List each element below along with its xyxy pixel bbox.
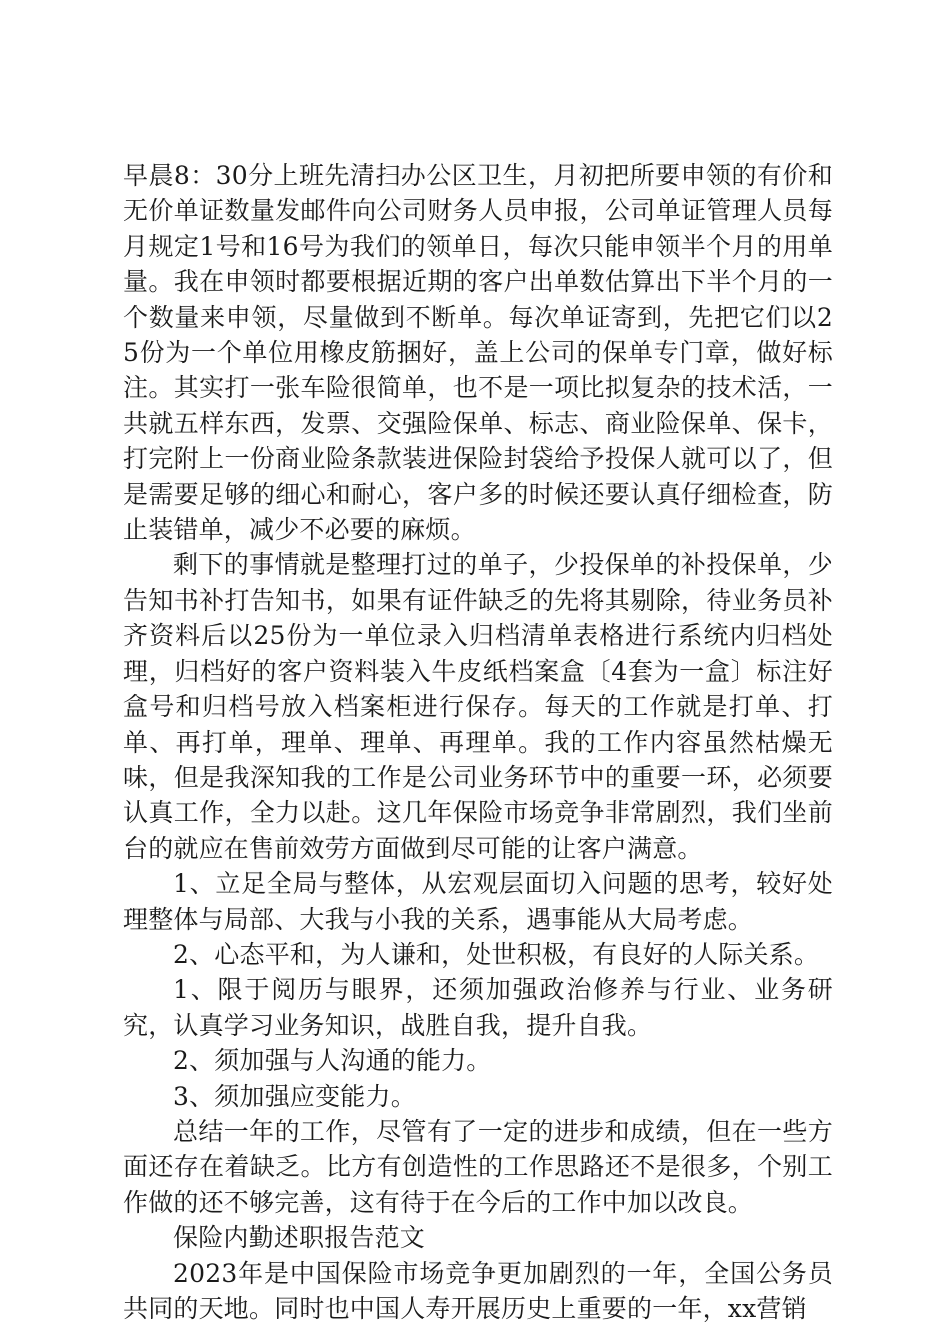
paragraph-weakness-1: 1、限于阅历与眼界，还须加强政治修养与行业、业务研究，认真学习业务知识，战胜自我，提升自我。 xyxy=(123,975,833,1040)
paragraph-weakness-3: 3、须加强应变能力。 xyxy=(173,1081,416,1111)
paragraph-summary: 总结一年的工作，尽管有了一定的进步和成绩，但在一些方面还存在着缺乏。比方有创造性的工作思路还不是很多，个别工作做的还不够完善，这有待于在今后的工作中加以改良。 xyxy=(123,1116,833,1217)
paragraph-strength-1: 1、立足全局与整体，从宏观层面切入问题的思考，较好处理整体与局部、大我与小我的关系，遇事能从大局考虑。 xyxy=(123,869,833,934)
paragraph-daily-routine: 早晨8：30分上班先清扫办公区卫生，月初把所要申领的有价和无价单证数量发邮件向公司财务人员申报，公司单证管理人员每月规定1号和16号为我们的领单日，每次只能申领半个月的用单量。我在申领时都要根据近期的客户出单数估算出下半个月的一个数量来申领，尽量做到不断单。每次单证寄到，先把它们以25份为一个单位用橡皮筋捆好，盖上公司的保单专门章，做好标注。其实打一张车险很简单，也不是一项比拟复杂的技术活，一共就五样东西，发票、交强险保单、标志、商业险保单、保卡，打完附上一份商业险条款装进保险封袋给予投保人就可以了，但是需要足够的细心和耐心，客户多的时候还要认真仔细检查，防止装错单，减少不必要的麻烦。 xyxy=(123,161,833,545)
document-body xyxy=(123,158,833,1326)
paragraph-weakness-2: 2、须加强与人沟通的能力。 xyxy=(173,1046,492,1076)
paragraph-strength-2: 2、心态平和，为人谦和，处世积极，有良好的人际关系。 xyxy=(173,939,820,969)
paragraph-2023-intro: 2023年是中国保险市场竞争更加剧烈的一年，全国公务员共同的天地。同时也中国人寿开展历史上重要的一年，xx营销 xyxy=(123,1258,833,1323)
paragraph-filing-work: 剩下的事情就是整理打过的单子，少投保单的补投保单，少告知书补打告知书，如果有证件缺乏的先将其剔除，待业务员补齐资料后以25份为一单位录入归档清单表格进行系统内归档处理，归档好的客户资料装入牛皮纸档案盒〔4套为一盒〕标注好盒号和归档号放入档案柜进行保存。每天的工作就是打单、打单、再打单，理单、理单、再理单。我的工作内容虽然枯燥无味，但是我深知我的工作是公司业务环节中的重要一环，必须要认真工作，全力以赴。这几年保险市场竞争非常剧烈，我们坐前台的就应在售前效劳方面做到尽可能的让客户满意。 xyxy=(123,550,833,863)
section-heading: 保险内勤述职报告范文 xyxy=(173,1223,426,1253)
